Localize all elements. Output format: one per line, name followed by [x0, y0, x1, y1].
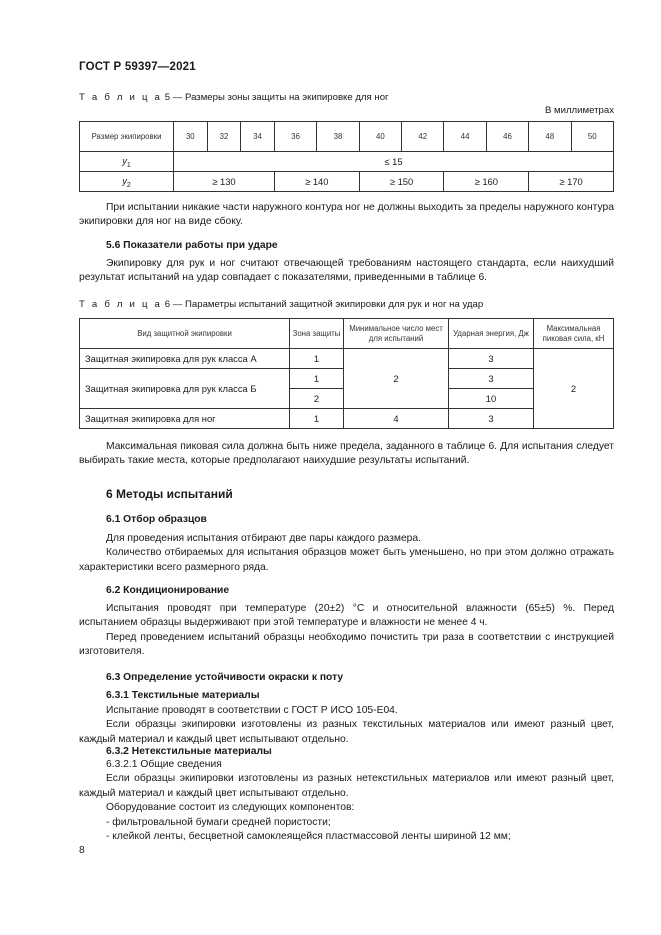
table6-hands-places: 2: [344, 349, 449, 409]
table6-row-label: Защитная экипировка для рук класса Б: [80, 369, 290, 409]
document-id: ГОСТ Р 59397—2021: [79, 61, 196, 73]
section-heading: 6.3.1 Текстильные материалы: [106, 690, 260, 701]
table5-size: 44: [444, 122, 486, 152]
table5-row1-value: ≤ 15: [174, 152, 614, 172]
table5-caption: [79, 92, 389, 103]
table5-size: 34: [241, 122, 275, 152]
paragraph: При испытании никакие части наружного контура ног не должны выходить за пределы наружного контура экипировки для ног на виде сбоку.: [79, 202, 614, 228]
table5-caption-prefix: Т а б л и ц а: [79, 92, 163, 103]
table-row: [80, 409, 614, 429]
table5-row2-label: $y_2$: [80, 172, 174, 192]
table6-caption-text: 6 — Параметры испытаний защитной экипировки для рук и ног на удар: [162, 299, 484, 310]
table5-corner-header: Размер экипировки: [80, 122, 174, 152]
table5-size: 46: [486, 122, 528, 152]
section-heading: 6 Методы испытаний: [106, 487, 233, 501]
paragraph: 6.3.2.1 Общие сведения Если образцы экипировки изготовлены из разных нетекстильных материалов или имеют разный цвет, каждый материал и каждый цвет испытывают отдельно. Оборудование состоит из следующих компонентов: - фильтровальной бумаги средней пористости; - клейкой ленты, бесцветной самоклеящейся пластмассовой ленты шириной 12 мм;: [79, 758, 614, 844]
table5-size: 50: [571, 122, 613, 152]
table6-caption: [79, 299, 483, 310]
table6-zone: 2: [290, 389, 344, 409]
table6-header: Зона защиты: [290, 319, 344, 349]
table5-size: 32: [207, 122, 241, 152]
paragraph: Испытание проводят в соответствии с ГОСТ Р ИСО 105-Е04. Если образцы экипировки изготовлены из разных текстильных материалов или имеют разный цвет, каждый материал и каждый цвет испытывают отдельно.: [79, 705, 614, 745]
table6-caption-prefix: Т а б л и ц а: [79, 299, 163, 310]
table6-zone: 1: [290, 349, 344, 369]
section-heading: 5.6 Показатели работы при ударе: [106, 240, 278, 251]
table6-header: Вид защитной экипировки: [80, 319, 290, 349]
table5-row2-value: ≥ 170: [529, 172, 614, 192]
table6-max-force: 2: [534, 349, 614, 429]
list-item: - фильтровальной бумаги средней пористости;: [106, 816, 331, 828]
table-row: [80, 349, 614, 369]
table5-size: 48: [529, 122, 571, 152]
table6-energy: 3: [449, 409, 534, 429]
table6-legs-places: 4: [344, 409, 449, 429]
paragraph: Максимальная пиковая сила должна быть ниже предела, заданного в таблице 6. Для испытания следует выбирать такие места, которые предполагают наихудшие результаты испытаний.: [79, 441, 614, 467]
table6-energy: 3: [449, 369, 534, 389]
table5-row2-value: ≥ 150: [359, 172, 444, 192]
paragraph: Испытания проводят при температуре (20±2) °С и относительной влажности (65±5) %. Перед испытанием образцы выдерживают при этой температуре и влажности не менее 4 ч. Перед проведением испытаний образцы необходимо почистить три раза в соответствии с инструкцией изготовителя.: [79, 603, 614, 658]
table5-size: 36: [274, 122, 316, 152]
section-heading: 6.3.2 Нетекстильные материалы: [106, 746, 272, 757]
table5-row2-value: ≥ 140: [274, 172, 359, 192]
table6-header: Максимальная пиковая сила, кН: [534, 319, 614, 349]
table6-zone: 1: [290, 369, 344, 389]
table5-size: 38: [317, 122, 359, 152]
table5-row2-value: ≥ 130: [174, 172, 275, 192]
paragraph: Для проведения испытания отбирают две пары каждого размера. Количество отбираемых для испытания образцов может быть уменьшено, но при этом должно отражать характеристики всего размерного ряда.: [79, 533, 614, 573]
table-row: [80, 172, 614, 192]
page-number: 8: [79, 845, 85, 856]
table-row: [80, 122, 614, 152]
table5-row1-label: $y_1$: [80, 152, 174, 172]
table-row: [80, 152, 614, 172]
table5-unit: В миллиметрах: [544, 105, 614, 116]
subsection-title: 6.3.2.1 Общие сведения: [106, 759, 222, 770]
table5-caption-text: 5 — Размеры зоны защиты на экипировке для ног: [162, 92, 389, 103]
table6-header: Минимальное число мест для испытаний: [344, 319, 449, 349]
paragraph: Экипировку для рук и ног считают отвечающей требованиям настоящего стандарта, если наихудший результат испытаний на удар совпадает с показателями, приведенными в таблице 6.: [79, 258, 614, 284]
table-row: [80, 319, 614, 349]
list-item: - клейкой ленты, бесцветной самоклеящейся пластмассовой ленты шириной 12 мм;: [106, 831, 511, 843]
table5-row2-value: ≥ 160: [444, 172, 529, 192]
table6: [79, 318, 614, 429]
table6-zone: 1: [290, 409, 344, 429]
section-heading: 6.2 Кондиционирование: [106, 585, 230, 596]
table6-energy: 3: [449, 349, 534, 369]
table6-energy: 10: [449, 389, 534, 409]
table6-row-label: Защитная экипировка для рук класса А: [80, 349, 290, 369]
section-heading: 6.1 Отбор образцов: [106, 514, 207, 525]
section-heading: 6.3 Определение устойчивости окраски к поту: [106, 672, 344, 683]
table5-size: 40: [359, 122, 401, 152]
table5-size: 42: [402, 122, 444, 152]
table5-size: 30: [174, 122, 208, 152]
table6-row-label: Защитная экипировка для ног: [80, 409, 290, 429]
table6-header: Ударная энергия, Дж: [449, 319, 534, 349]
table5: [79, 121, 614, 192]
